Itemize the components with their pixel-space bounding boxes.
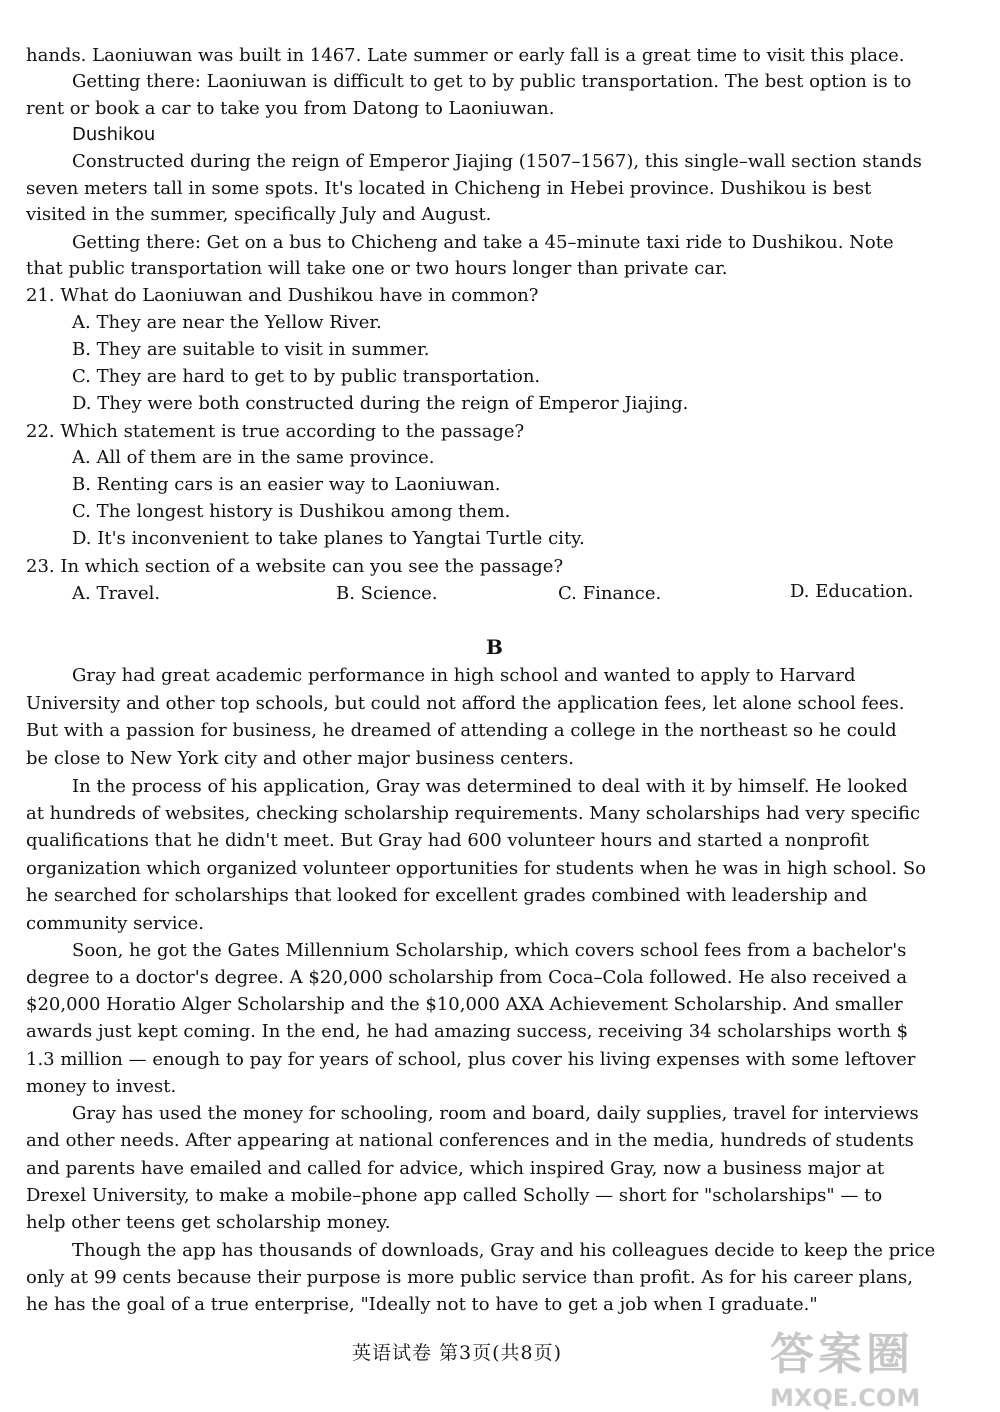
watermark-cn-text: 答案圈 <box>770 1329 914 1380</box>
passage-line: Though the app has thousands of downloads, Gray and his colleagues decide to keep the price <box>72 1240 936 1261</box>
option-22b: B. Renting cars is an easier way to Laoniuwan. <box>72 474 501 495</box>
option-23c: C. Finance. <box>558 583 662 604</box>
option-21a: A. They are near the Yellow River. <box>72 312 382 333</box>
option-21d: D. They were both constructed during the reign of Emperor Jiajing. <box>72 393 689 414</box>
passage-line: community service. <box>26 913 204 934</box>
passage-line: rent or book a car to take you from Datong to Laoniuwan. <box>26 98 555 119</box>
passage-line: visited in the summer, specifically July and August. <box>26 204 492 225</box>
passage-line: qualifications that he didn't meet. But Gray had 600 volunteer hours and started a nonprofit <box>26 830 869 851</box>
passage-line: Gray has used the money for schooling, room and board, daily supplies, travel for interviews <box>72 1103 919 1124</box>
section-label-b: B <box>486 635 503 659</box>
passage-line: Getting there: Get on a bus to Chicheng and take a 45–minute taxi ride to Dushikou. Note <box>72 232 894 253</box>
option-23d: D. Education. <box>790 581 914 602</box>
option-22c: C. The longest history is Dushikou among them. <box>72 501 511 522</box>
passage-line: organization which organized volunteer opportunities for students when he was in high school. So <box>26 858 926 879</box>
passage-line: Constructed during the reign of Emperor Jiajing (1507–1567), this single–wall section stands <box>72 151 922 172</box>
passage-line: at hundreds of websites, checking scholarship requirements. Many scholarships had very specific <box>26 803 921 824</box>
passage-line: be close to New York city and other major business centers. <box>26 748 574 769</box>
passage-line: University and other top schools, but could not afford the application fees, let alone school fees. <box>26 693 905 714</box>
option-21c: C. They are hard to get to by public transportation. <box>72 366 541 387</box>
passage-line: he has the goal of a true enterprise, "Ideally not to have to get a job when I graduate." <box>26 1294 818 1315</box>
passage-line: that public transportation will take one or two hours longer than private car. <box>26 258 728 279</box>
passage-line: $20,000 Horatio Alger Scholarship and the $10,000 AXA Achievement Scholarship. And smaller <box>26 994 903 1015</box>
passage-line: Getting there: Laoniuwan is difficult to get to by public transportation. The best option is to <box>72 71 912 92</box>
watermark-logo <box>770 1318 995 1412</box>
section-heading-dushikou: Dushikou <box>72 124 156 145</box>
passage-line: Drexel University, to make a mobile–phone app called Scholly — short for "scholarships" — to <box>26 1185 883 1206</box>
passage-line: seven meters tall in some spots. It's located in Chicheng in Hebei province. Dushikou is best <box>26 178 872 199</box>
option-23a: A. Travel. <box>72 583 161 604</box>
watermark-en-text: MXQE.COM <box>770 1384 921 1412</box>
passage-line: help other teens get scholarship money. <box>26 1212 391 1233</box>
option-23b: B. Science. <box>336 583 438 604</box>
question-21: 21. What do Laoniuwan and Dushikou have in common? <box>26 285 539 306</box>
passage-line: In the process of his application, Gray was determined to deal with it by himself. He looked <box>72 776 908 797</box>
passage-line: But with a passion for business, he dreamed of attending a college in the northeast so he could <box>26 720 897 741</box>
passage-line: 1.3 million — enough to pay for years of school, plus cover his living expenses with some leftover <box>26 1049 916 1070</box>
question-23: 23. In which section of a website can you see the passage? <box>26 556 564 577</box>
option-21b: B. They are suitable to visit in summer. <box>72 339 430 360</box>
passage-line: hands. Laoniuwan was built in 1467. Late summer or early fall is a great time to visit this place. <box>26 45 905 66</box>
passage-line: and other needs. After appearing at national conferences and in the media, hundreds of students <box>26 1130 914 1151</box>
passage-line: degree to a doctor's degree. A $20,000 scholarship from Coca–Cola followed. He also received a <box>26 967 908 988</box>
question-22: 22. Which statement is true according to the passage? <box>26 421 525 442</box>
page-footer: 英语试卷 第3页(共8页) <box>352 1342 563 1364</box>
passage-line: he searched for scholarships that looked for excellent grades combined with leadership and <box>26 885 868 906</box>
passage-line: money to invest. <box>26 1076 177 1097</box>
option-22a: A. All of them are in the same province. <box>72 447 435 468</box>
passage-line: only at 99 cents because their purpose is more public service than profit. As for his career plans, <box>26 1267 914 1288</box>
passage-line: Soon, he got the Gates Millennium Scholarship, which covers school fees from a bachelor's <box>72 940 907 961</box>
option-22d: D. It's inconvenient to take planes to Yangtai Turtle city. <box>72 528 585 549</box>
passage-line: and parents have emailed and called for advice, which inspired Gray, now a business major at <box>26 1158 885 1179</box>
passage-line: awards just kept coming. In the end, he had amazing success, receiving 34 scholarships worth $ <box>26 1021 909 1042</box>
passage-line: Gray had great academic performance in high school and wanted to apply to Harvard <box>72 665 856 686</box>
